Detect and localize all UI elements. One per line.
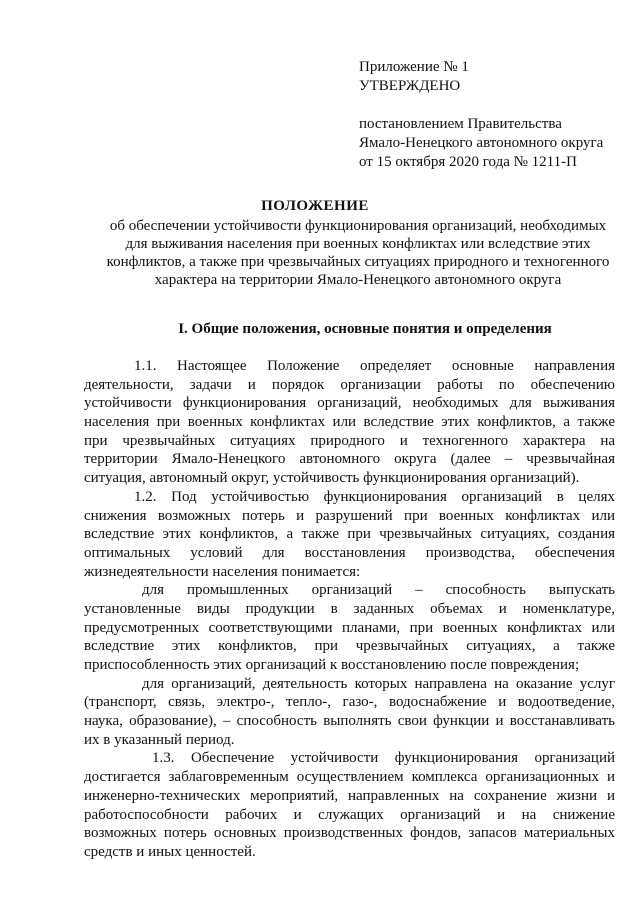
- body-line: наука, образование), – способность выполнять свои функции и восстанавливать: [84, 713, 615, 730]
- body-text: [84, 357, 615, 862]
- subtitle-line: об обеспечении устойчивости функционирования организаций, необходимых: [109, 218, 607, 234]
- section-title: I. Общие положения, основные понятия и определения: [178, 321, 552, 337]
- body-line: их в указанный период.: [84, 731, 235, 748]
- body-line: при чрезвычайных ситуациях природного и техногенного характера на: [84, 432, 615, 449]
- body-line: инженерно-технических мероприятий, направленных на сохранение жизни и: [84, 787, 615, 804]
- body-line: территории Ямало-Ненецкого автономного округа (далее – чрезвычайная: [84, 451, 615, 468]
- body-line: деятельности, задачи и порядок организации работы по обеспечению: [84, 376, 615, 393]
- decree-line-3: от 15 октября 2020 года № 1211-П: [359, 154, 577, 170]
- document-subtitle: [98, 217, 618, 289]
- body-line: (транспорт, связь, электро-, тепло-, газо-, водоснабжение и водоотведение,: [84, 694, 615, 711]
- body-line: устойчивости функционирования организаций, необходимых для выживания: [84, 395, 615, 412]
- body-line: жизнедеятельности населения понимается:: [84, 563, 361, 580]
- body-line: установленные виды продукции в заданных объемах и номенклатуре,: [84, 600, 615, 617]
- annex-label: Приложение № 1: [359, 59, 469, 75]
- body-line: 1.2. Под устойчивостью функционирования организаций в целях: [134, 488, 615, 505]
- body-line: 1.3. Обеспечение устойчивости функционирования организаций: [152, 750, 615, 767]
- body-line: приспособленность этих организаций к восстановлению после повреждения;: [84, 657, 580, 673]
- body-line: ситуация, автономный округ, устойчивость функционирования организаций).: [84, 470, 580, 487]
- body-line: для промышленных организаций – способность выпускать: [142, 582, 615, 599]
- body-line: снижения возможных потерь и разрушений при военных конфликтах или: [84, 507, 615, 524]
- decree-line-1: постановлением Правительства: [359, 116, 562, 132]
- body-line: средств и иных ценностей.: [84, 843, 256, 860]
- subtitle-line: конфликтов, а также при чрезвычайных ситуациях природного и техногенного: [106, 254, 610, 270]
- document-title: ПОЛОЖЕНИЕ: [261, 198, 369, 214]
- body-line: предусмотренных соответствующими планами, при военных конфликтах или: [84, 619, 615, 636]
- approval-block: [359, 58, 629, 172]
- decree-line-2: Ямало-Ненецкого автономного округа: [359, 135, 604, 151]
- subtitle-line: для выживания населения при военных конфликтах или вследствие этих: [125, 236, 591, 252]
- subtitle-line: характера на территории Ямало-Ненецкого автономного округа: [154, 272, 562, 288]
- approval-gap: [359, 96, 629, 115]
- body-line: возможных потерь основных производственных фондов, запасов материальных: [84, 825, 615, 842]
- body-line: достигается заблаговременным осуществлением комплекса организационных и: [84, 769, 615, 786]
- body-line: для организаций, деятельность которых направлена на оказание услуг: [142, 675, 615, 692]
- body-line: оптимальных условий для восстановления производства, обеспечения: [84, 544, 615, 561]
- body-line: населения при военных конфликтах или вследствие этих конфликтов, а также: [84, 414, 615, 431]
- body-line: вследствие этих конфликтов, а также при чрезвычайных ситуациях, создания: [84, 526, 615, 543]
- body-line: работоспособности рабочих и служащих организаций и на снижение: [84, 806, 615, 823]
- body-line: 1.1. Настоящее Положение определяет основные направления: [134, 358, 615, 374]
- body-line: вследствие этих конфликтов, при чрезвычайных ситуациях, а также: [84, 638, 615, 655]
- approved-label: УТВЕРЖДЕНО: [359, 78, 461, 94]
